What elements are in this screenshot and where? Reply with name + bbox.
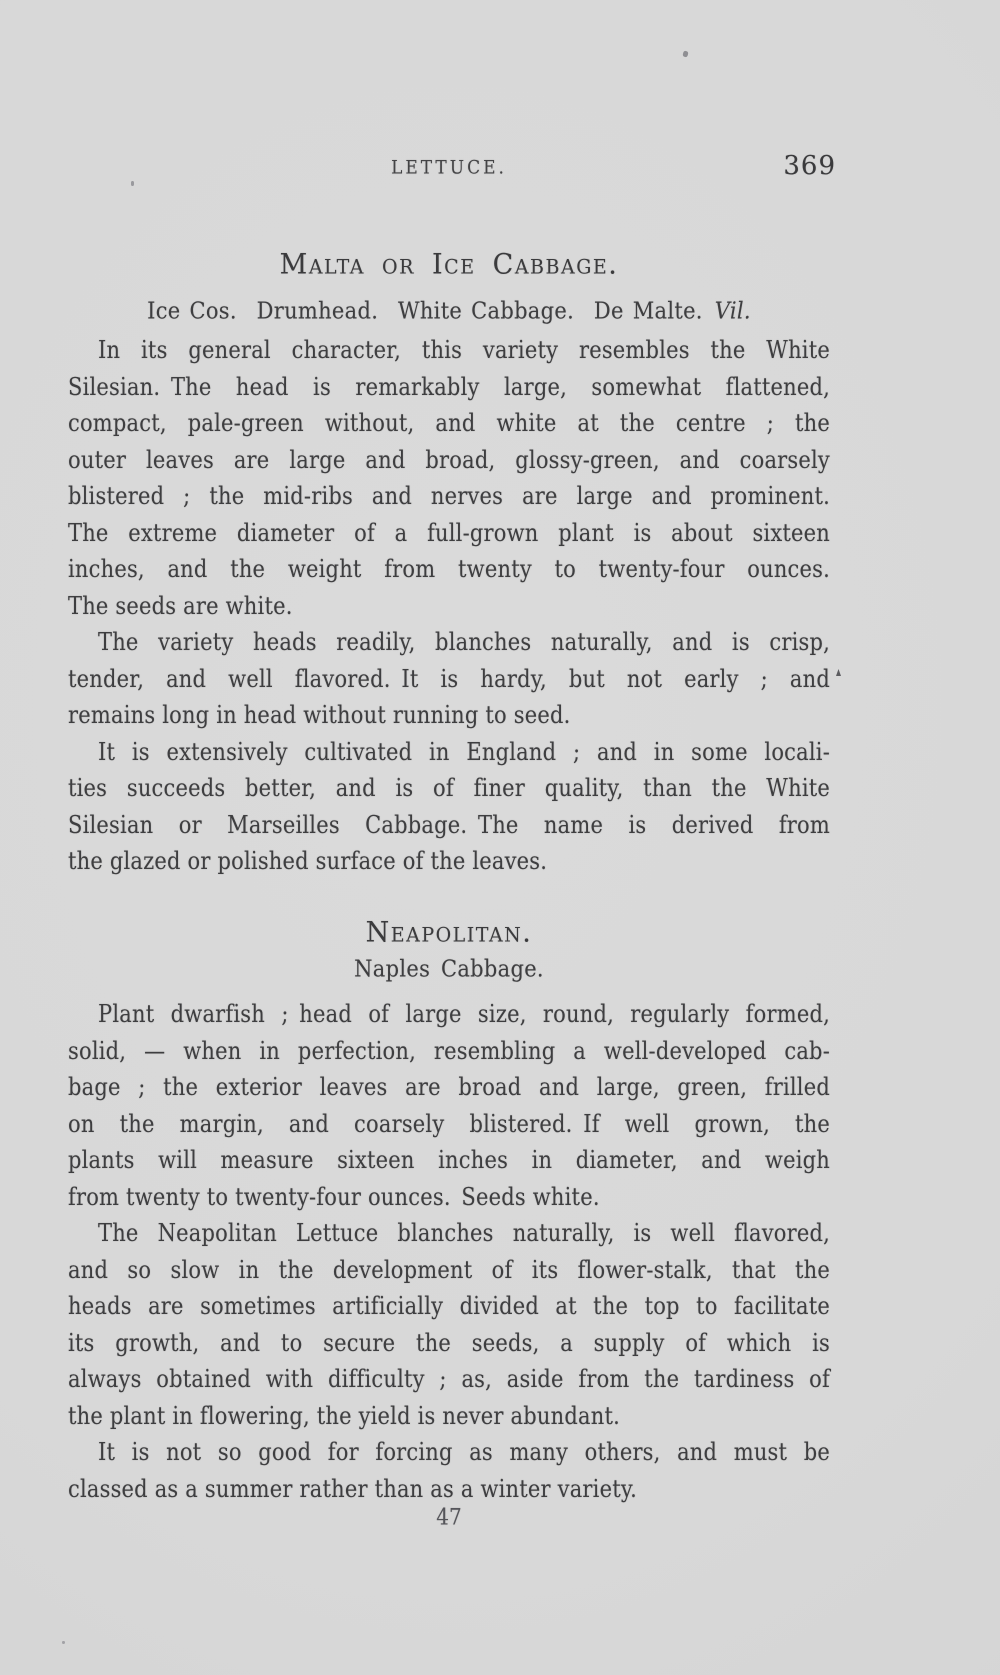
text-line: blistered ; the mid-ribs and nerves are large and prominent. xyxy=(68,482,830,510)
page-header xyxy=(68,151,836,192)
text-line: Silesian or Marseilles Cabbage. The name is derived from xyxy=(68,810,830,839)
text-line: It is extensively cultivated in England ; and in some locali- xyxy=(98,737,830,766)
scan-artifact xyxy=(682,50,688,57)
synonym-names: Ice Cos. Drumhead. White Cabbage. De Malte. xyxy=(147,297,703,325)
scan-artifact xyxy=(131,181,134,186)
running-title: LETTUCE. xyxy=(391,156,507,180)
scan-artifact xyxy=(62,1641,65,1644)
text-line: In its general character, this variety resembles the White xyxy=(98,336,830,364)
synonym-line-neapolitan: Naples Cabbage. xyxy=(354,955,544,983)
synonym-line-malta xyxy=(68,298,830,324)
paragraph xyxy=(68,624,830,734)
text-line: tender, and well flavored. It is hardy, but not early ; and xyxy=(68,664,830,693)
text-line: classed as a summer rather than as a winter variety. xyxy=(68,1474,638,1503)
text-line: plants will measure sixteen inches in diameter, and weigh xyxy=(68,1146,830,1174)
text-line: always obtained with difficulty ; as, aside from the tardiness of xyxy=(68,1365,830,1393)
text-line: inches, and the weight from twenty to twenty-four ounces. xyxy=(68,555,830,583)
page-number: 369 xyxy=(783,151,836,181)
text-line: The variety heads readily, blanches naturally, and is crisp, xyxy=(98,628,830,656)
text-line: remains long in head without running to seed. xyxy=(68,701,571,729)
section-body-malta xyxy=(68,332,830,880)
text-line: compact, pale-green without, and white at the centre ; the xyxy=(68,409,830,437)
text-line: bage ; the exterior leaves are broad and large, green, frilled xyxy=(68,1073,830,1101)
text-line: The extreme diameter of a full-grown plant is about sixteen xyxy=(68,518,830,547)
paragraph xyxy=(68,1434,830,1507)
section-heading-neapolitan: Neapolitan. xyxy=(365,916,533,949)
text-line: The seeds are white. xyxy=(68,591,293,620)
paragraph xyxy=(68,1215,830,1434)
text-line: heads are sometimes artificially divided at the top to facilitate xyxy=(68,1292,830,1320)
text-line: the glazed or polished surface of the leaves. xyxy=(68,847,548,875)
section-body-neapolitan xyxy=(68,996,830,1507)
paragraph xyxy=(68,996,830,1215)
text-line: on the margin, and coarsely blistered. If well grown, the xyxy=(68,1109,830,1138)
text-line: from twenty to twenty-four ounces. Seeds white. xyxy=(68,1182,600,1211)
text-line: outer leaves are large and broad, glossy-green, and coarsely xyxy=(68,445,830,474)
paragraph xyxy=(68,734,830,880)
synonym-authority: Vil. xyxy=(714,297,751,325)
text-line: The Neapolitan Lettuce blanches naturally, is well flavored, xyxy=(98,1219,830,1247)
paragraph xyxy=(68,332,830,624)
text-line: ties succeeds better, and is of finer quality, than the White xyxy=(68,774,830,802)
scan-artifact xyxy=(836,669,841,676)
text-line: Plant dwarfish ; head of large size, round, regularly formed, xyxy=(98,1000,830,1028)
text-line: and so slow in the development of its flower-stalk, that the xyxy=(68,1255,830,1284)
signature-mark: 47 xyxy=(436,1503,462,1531)
text-line: solid, — when in perfection, resembling a well-developed cab- xyxy=(68,1036,830,1065)
text-line: Silesian. The head is remarkably large, somewhat flattened, xyxy=(68,372,830,401)
text-line: It is not so good for forcing as many others, and must be xyxy=(98,1438,830,1466)
text-line: its growth, and to secure the seeds, a supply of which is xyxy=(68,1328,830,1357)
text-line: the plant in flowering, the yield is never abundant. xyxy=(68,1401,620,1430)
section-heading-malta: Malta or Ice Cabbage. xyxy=(279,248,619,281)
